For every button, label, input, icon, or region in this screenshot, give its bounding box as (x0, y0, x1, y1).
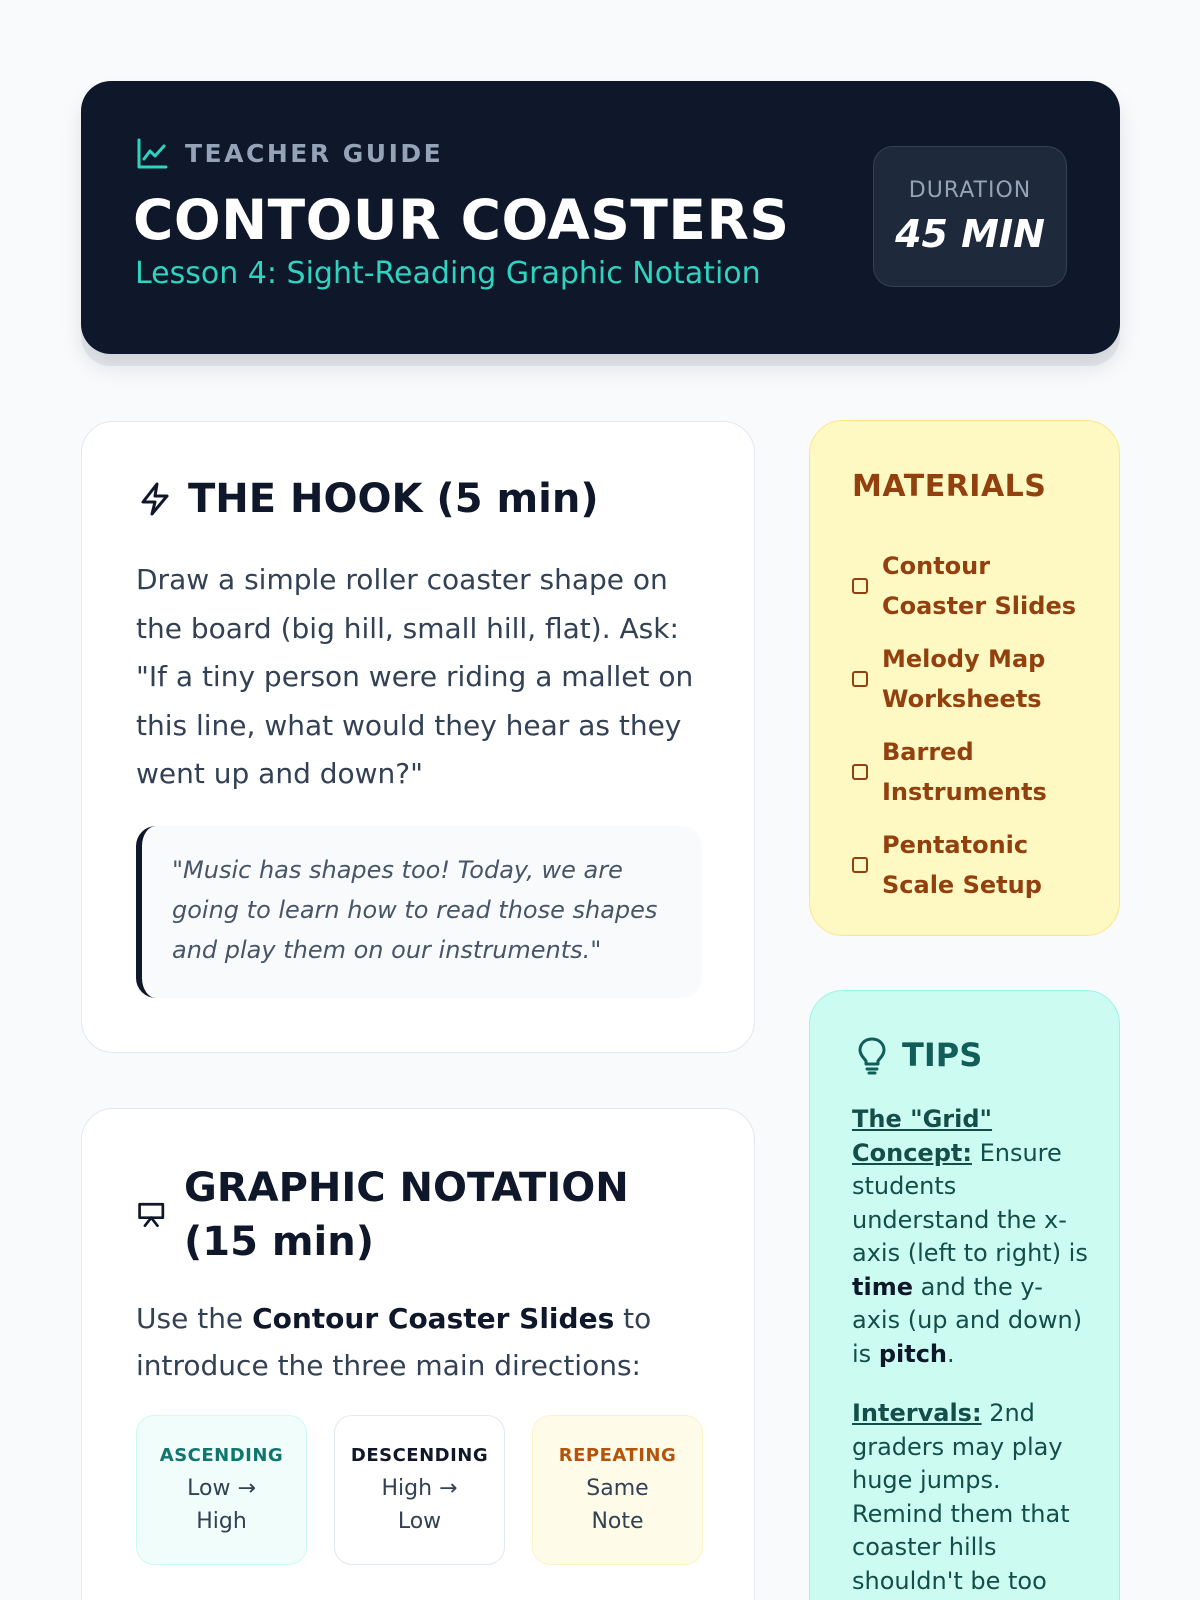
material-item[interactable] (852, 818, 1092, 911)
tip-intervals (852, 1397, 1088, 1598)
eyebrow (135, 136, 443, 172)
lightbulb-icon (854, 1035, 890, 1075)
material-label: Barred Instruments (882, 737, 1047, 806)
eyebrow-text: TEACHER GUIDE (185, 139, 444, 168)
lightning-icon (136, 480, 174, 518)
direction-desc: High → Low (381, 1476, 458, 1534)
direction-label: REPEATING (558, 1445, 677, 1466)
tip-text: and the y-axis (up and down) is (852, 1272, 1083, 1368)
material-item[interactable] (852, 725, 1092, 818)
chart-line-icon (135, 137, 169, 171)
notation-title: GRAPHIC NOTATION (15 min) (184, 1165, 629, 1265)
direction-descending (334, 1415, 505, 1565)
hook-title: THE HOOK (5 min) (188, 476, 599, 522)
direction-label: DESCENDING (350, 1445, 489, 1466)
duration-badge (873, 146, 1067, 287)
intro-text: Use the (136, 1302, 253, 1335)
lesson-header (81, 81, 1120, 354)
tip-bold: time (852, 1272, 913, 1301)
materials-panel (809, 420, 1120, 936)
hook-quote: "Music has shapes too! Today, we are going to learn how to read those shapes and play them on our instruments." (136, 826, 702, 998)
tip-key: The "Grid" Concept: (852, 1105, 993, 1167)
intro-text-end: to introduce the three main directions: (136, 1302, 652, 1382)
tips-panel (809, 990, 1120, 1600)
hook-body: Draw a simple roller coaster shape on the board (big hill, small hill, flat). Ask: "If a tiny person were riding a mallet on this line, what would they hear as they went up and down?" (136, 563, 694, 790)
hook-card (81, 421, 755, 1053)
duration-value: 45 MIN (895, 212, 1045, 256)
tips-body (852, 1103, 1088, 1600)
materials-title: MATERIALS (852, 469, 1047, 504)
material-label: Contour Coaster Slides (882, 551, 1077, 620)
page-title: CONTOUR COASTERS (133, 188, 790, 252)
material-checkbox[interactable] (852, 578, 868, 594)
material-checkbox[interactable] (852, 671, 868, 687)
tip-text: 2nd graders may play huge jumps. Remind them that coaster hills shouldn't be too (852, 1399, 1070, 1595)
material-checkbox[interactable] (852, 764, 868, 780)
slides-link-text: Contour Coaster Slides (252, 1302, 615, 1335)
material-checkbox[interactable] (852, 857, 868, 873)
direction-desc: Low → High (187, 1476, 256, 1534)
tips-heading (854, 1033, 982, 1077)
notation-card (81, 1108, 755, 1600)
tip-grid (852, 1103, 1088, 1371)
tip-text: . (947, 1339, 955, 1368)
direction-row (136, 1415, 703, 1565)
materials-list (852, 539, 1092, 911)
tip-bold: pitch (878, 1339, 948, 1368)
tips-title: TIPS (902, 1036, 983, 1074)
material-label: Pentatonic Scale Setup (882, 830, 1042, 899)
notation-heading (136, 1161, 716, 1269)
material-label: Melody Map Worksheets (882, 644, 1046, 713)
direction-desc: Same Note (586, 1476, 649, 1534)
direction-label: ASCENDING (159, 1445, 284, 1466)
direction-ascending (136, 1415, 307, 1565)
presentation-icon (136, 1198, 170, 1232)
hook-heading (136, 472, 599, 526)
page-subtitle: Lesson 4: Sight-Reading Graphic Notation (135, 256, 761, 291)
tip-key: Intervals: (852, 1399, 982, 1427)
notation-intro (136, 1295, 706, 1389)
direction-repeating (532, 1415, 703, 1565)
tip-text: Ensure students understand the x-axis (left to right) is (852, 1138, 1088, 1267)
duration-label: DURATION (908, 178, 1032, 203)
material-item[interactable] (852, 632, 1092, 725)
material-item[interactable] (852, 539, 1092, 632)
